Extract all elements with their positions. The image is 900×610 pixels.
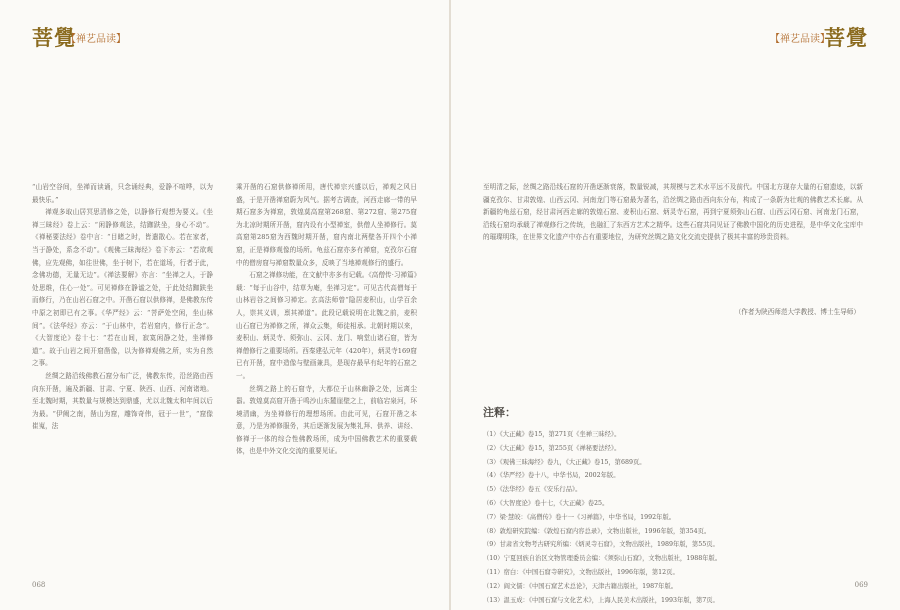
paragraph: 丝绸之路沿线佛教石窟分布广泛，佛教东传，沿丝路由西向东开凿，遍及新疆、甘肃、宁夏、陕西、山西、河南诸地。至北魏时期，其数量与规模达到鼎盛，尤以北魏太和年间以后为最。“伊阙之南，凿山为窟，雕饰奇伟，冠于一世”，“窟像崔嵬，法 [32, 371, 213, 431]
note-item: （6）《大智度论》卷十七，《大正藏》卷25。 [483, 499, 609, 507]
notes-list [483, 428, 853, 607]
note-item: （11）宿白：《中国石窟寺研究》，文物出版社，1996年版，第12页。 [483, 568, 679, 576]
note-item: （13）温玉成：《中国石窟与文化艺术》，上海人民美术出版社，1993年版，第7页。 [483, 596, 719, 604]
page-number: 068 [32, 581, 46, 589]
note-item: （1）《大正藏》卷15，第271页《坐禅三昧经》。 [483, 431, 621, 438]
section-label: 【禅艺品读】 [66, 34, 126, 45]
note-item: （10）宁夏回族自治区文物管理委员会编：《须弥山石窟》，文物出版社，1988年版。 [483, 555, 722, 563]
note-item: （12）阎文儒：《中国石窟艺术总论》，天津古籍出版社，1987年版。 [483, 582, 678, 590]
note-item: （8）敦煌研究院编：《敦煌石窟内容总录》，文物出版社，1996年版，第354页。 [483, 527, 711, 535]
right-page [451, 0, 900, 610]
note-item: （5）《法华经》卷五《安乐行品》。 [483, 486, 582, 494]
publication-logo: 菩覺 [824, 25, 868, 50]
text-column [32, 181, 213, 433]
notes-title: 注释： [483, 406, 516, 419]
page-number: 069 [854, 581, 868, 589]
note-item: （7）梁·慧皎：《高僧传》卷十一《习禅篇》，中华书局，1992年版。 [483, 513, 676, 521]
paragraph: 至明清之际，丝绸之路沿线石窟的开凿逐渐衰落，数量锐减，其规模与艺术水平远不及前代。中国北方现存大量的石窟遗迹，以新疆克孜尔、甘肃敦煌、山西云冈、河南龙门等石窟最为著名，沿丝绸之路由西向东分布，构成了一条蔚为壮观的佛教艺术长廊。从新疆的龟兹石窟，经甘肃河西走廊的敦煌石窟、麦积山石窟、炳灵寺石窟，再到宁夏须弥山石窟、山西云冈石窟、河南龙门石窟，沿线石窟均承载了禅观修行之传统，也融汇了东西方艺术之精华。这些石窟共同见证了佛教中国化的历史进程，是中华文化宝库中的璀璨明珠，在世界文化遗产中亦占有重要地位，为研究丝绸之路文化交流史提供了极其丰富的珍贵资料。 [483, 183, 863, 242]
paragraph: 禅观多取山居冥思清修之处，以静修行观想为要义。《坐禅三昧经》卷上云：“闲静修观法，结跏趺坐，身心不动”。《禅秘要法经》卷中言：“目睹之时，皆遣散心。若在家者，当于静处，系念不动”。《观佛三昧海经》卷下亦云：“若欲观佛，应先观佛，如往世佛，坐于树下，若在道场，行者于此，念佛功德，无量无边”。《禅法要解》亦言：“坐禅之人，于静处思维，住心一处”。可见禅修在静谧之处，于此处结跏趺坐而修行，乃在山岩石窟之中。开凿石窟以供修禅，是佛教东传中原之初即已有之事。《华严经》云：“菩萨处空闲，坐山林间”。《法华经》亦云：“于山林中，若岩窟内，修行正念”。《大智度论》卷十七：“若在山间，寂寞闲静之处，坐禅修道”。故于山岩之间开窟凿像，以为修禅观佛之所，实为自然之事。 [32, 208, 213, 368]
paragraph: 乘开凿的石窟供修禅所用，唐代禅宗兴盛以后，禅观之风日盛，于是开凿禅窟蔚为风气。据考古调查，河西走廊一带的早期石窟多为禅窟，敦煌莫高窟第268窟、第272窟、第275窟为北凉时期所开凿，窟内设有小型禅室，供僧人坐禅修行。莫高窟第285窟为西魏时期开凿，窟内南北两壁各开四个小禅窟，正是禅修观像的场所。龟兹石窟亦多有禅窟，克孜尔石窟中的僧房窟与禅窟数量众多，反映了当地禅观修行的盛行。 [236, 183, 417, 267]
text-column [236, 181, 417, 458]
note-item: （9）甘肃省文物考古研究所编：《炳灵寺石窟》，文物出版社，1989年版，第55页。 [483, 541, 719, 549]
left-page [0, 0, 449, 610]
paragraph: 丝绸之路上的石窟寺，大都位于山林幽静之处，远离尘嚣。敦煌莫高窟开凿于鸣沙山东麓崖壁之上，前临宕泉河，环境清幽，为坐禅修行的理想场所。由此可见，石窟开凿之本意，乃是为禅修服务，其后逐渐发展为集礼拜、供养、讲经、修禅于一体的综合性佛教场所，成为中国佛教艺术的重要载体，也是中外文化交流的重要见证。 [236, 384, 417, 456]
publication-logo: 菩覺 [32, 25, 76, 50]
paragraph: 石窟之禅修功能，在文献中亦多有记载。《高僧传·习禅篇》载：“每于山谷中，结草为庵，坐禅习定”。可见古代高僧每于山林岩谷之间修习禅定。玄高法师曾“隐居麦积山，山学百余人，崇其义训，禀其禅道”。此段记载说明在北魏之前，麦积山石窟已为禅修之所，禅众云集，师徒相承。北朝时期以来，麦积山、炳灵寺、须弥山、云冈、龙门、响堂山诸石窟，皆为禅僧修行之重要场所。西秦建弘元年（420年），炳灵寺169窟已有开凿，窟中造像与壁画兼具，是现存最早有纪年的石窟之一。 [236, 271, 417, 380]
note-item: （4）《华严经》卷十八，中华书局，2002年版。 [483, 472, 620, 480]
author-signature: （作者为陕西师范大学教授、博士生导师） [734, 308, 860, 316]
note-item: （2）《大正藏》卷15，第255页《禅秘要法经》。 [483, 444, 621, 452]
note-item: （3）《观佛三昧海经》卷九，《大正藏》卷15，第689页。 [483, 458, 646, 466]
text-column [483, 181, 863, 244]
paragraph: “山岩空谷间，坐禅而读诵，只念诵经典，爱静不喧哗，以为最快乐。” [32, 183, 213, 204]
section-label: 【禅艺品读】 [770, 34, 830, 45]
